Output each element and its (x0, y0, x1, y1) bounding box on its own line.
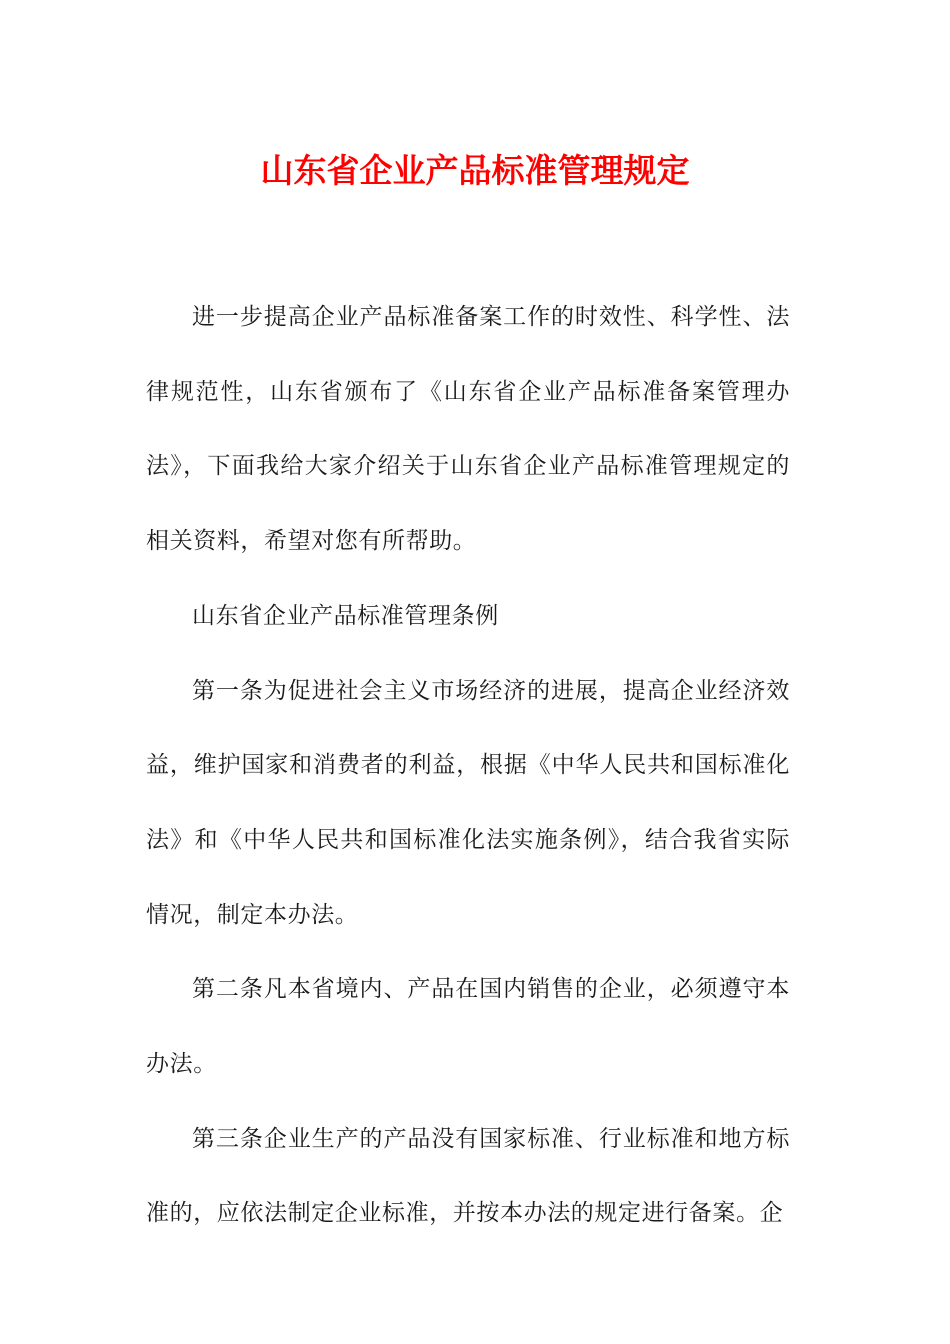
paragraph-article-3: 第三条企业生产的产品没有国家标准、行业标准和地方标准的，应依法制定企业标准，并按本办法的规定进行备案。企 (146, 1125, 790, 1227)
paragraph-article-1: 第一条为促进社会主义市场经济的进展，提高企业经济效益，维护国家和消费者的利益，根据《中华人民共和国标准化法》和《中华人民共和国标准化法实施条例》，结合我省实际情况，制定本办法。 (146, 677, 790, 928)
paragraph-regulation-heading: 山东省企业产品标准管理条例 (192, 602, 499, 629)
paragraph-intro: 进一步提高企业产品标准备案工作的时效性、科学性、法律规范性，山东省颁布了《山东省企业产品标准备案管理办法》，下面我给大家介绍关于山东省企业产品标准管理规定的相关资料，希望对您有所帮助。 (146, 304, 790, 555)
document-body (146, 280, 790, 1251)
paragraph-article-2: 第二条凡本省境内、产品在国内销售的企业，必须遵守本办法。 (146, 976, 790, 1078)
document-title: 山东省企业产品标准管理规定 (260, 151, 690, 190)
